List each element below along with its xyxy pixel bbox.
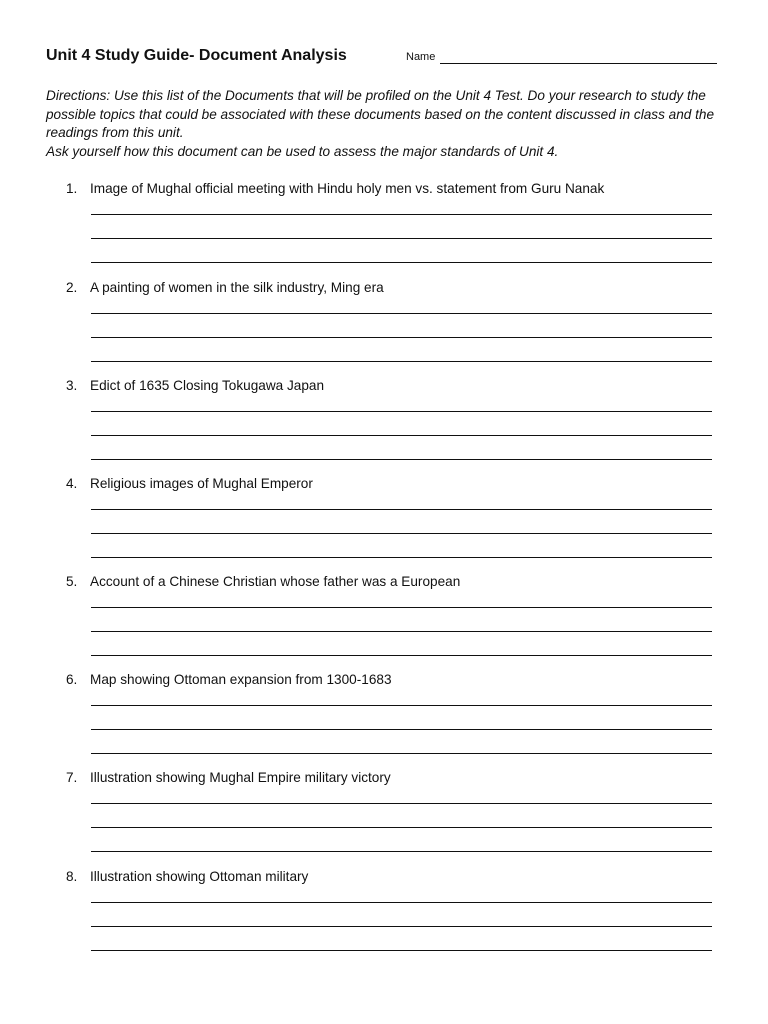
answer-line[interactable] — [91, 337, 712, 338]
answer-line[interactable] — [91, 902, 712, 903]
answer-line[interactable] — [91, 851, 712, 852]
answer-line[interactable] — [91, 509, 712, 510]
answer-line[interactable] — [91, 435, 712, 436]
answer-line[interactable] — [91, 926, 712, 927]
answer-line[interactable] — [91, 557, 712, 558]
item-number: 5. — [66, 574, 78, 589]
item-text: Illustration showing Mughal Empire military victory — [90, 770, 391, 785]
page-title: Unit 4 Study Guide- Document Analysis — [46, 47, 347, 64]
answer-line[interactable] — [91, 729, 712, 730]
item-text: Image of Mughal official meeting with Hindu holy men vs. statement from Guru Nanak — [90, 181, 605, 196]
answer-line[interactable] — [91, 313, 712, 314]
item-text: Religious images of Mughal Emperor — [90, 476, 313, 491]
answer-line[interactable] — [91, 411, 712, 412]
answer-line[interactable] — [91, 214, 712, 215]
answer-line[interactable] — [91, 361, 712, 362]
item-number: 4. — [66, 476, 78, 491]
item-text: A painting of women in the silk industry, Ming era — [90, 280, 384, 295]
item-number: 2. — [66, 280, 78, 295]
answer-line[interactable] — [91, 533, 712, 534]
name-label: Name — [406, 51, 436, 63]
directions-text — [46, 87, 726, 161]
directions-paragraph: Directions: Use this list of the Documents that will be profiled on the Unit 4 Test. Do your research to study the possible topics that could be associated with these documents based on the content discussed in class and the readings from this unit. — [46, 88, 715, 140]
item-text: Illustration showing Ottoman military — [90, 869, 309, 884]
answer-line[interactable] — [91, 950, 712, 951]
directions-instruction: Ask yourself how this document can be used to assess the major standards of Unit 4. — [46, 143, 559, 159]
item-number: 3. — [66, 378, 78, 393]
item-text: Map showing Ottoman expansion from 1300-1683 — [90, 672, 392, 687]
item-text: Account of a Chinese Christian whose father was a European — [90, 574, 461, 589]
item-number: 6. — [66, 672, 78, 687]
item-number: 7. — [66, 770, 78, 785]
item-number: 1. — [66, 181, 78, 196]
answer-line[interactable] — [91, 631, 712, 632]
answer-line[interactable] — [91, 803, 712, 804]
name-field[interactable] — [406, 50, 717, 66]
name-blank-line[interactable] — [440, 63, 717, 64]
answer-line[interactable] — [91, 827, 712, 828]
answer-line[interactable] — [91, 705, 712, 706]
answer-line[interactable] — [91, 655, 712, 656]
answer-line[interactable] — [91, 753, 712, 754]
answer-line[interactable] — [91, 238, 712, 239]
answer-line[interactable] — [91, 459, 712, 460]
item-text: Edict of 1635 Closing Tokugawa Japan — [90, 378, 325, 393]
item-number: 8. — [66, 869, 78, 884]
answer-line[interactable] — [91, 607, 712, 608]
answer-line[interactable] — [91, 262, 712, 263]
